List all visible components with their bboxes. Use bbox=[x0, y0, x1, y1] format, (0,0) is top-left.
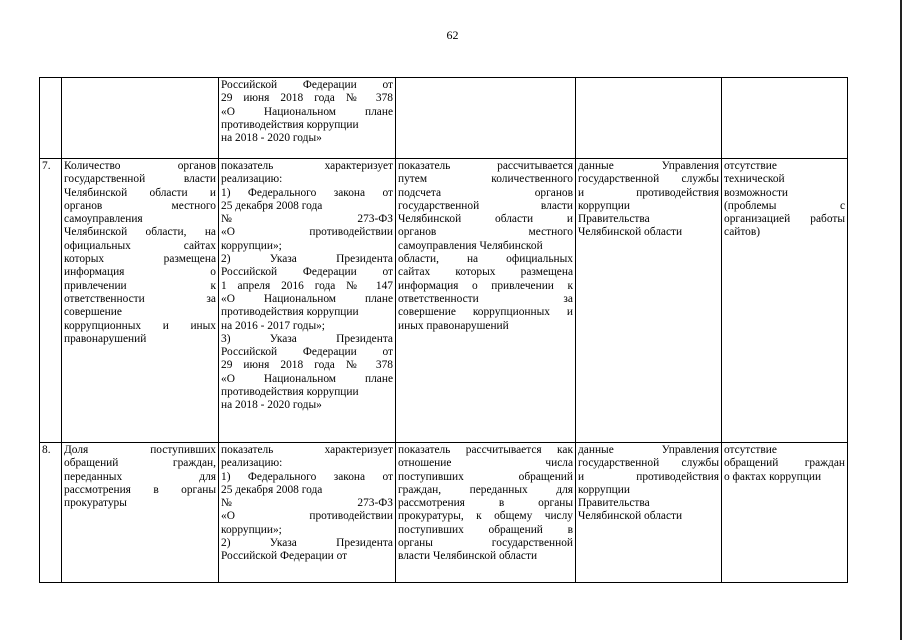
cell-text-line: данные Управления bbox=[578, 160, 719, 172]
table-row bbox=[40, 78, 848, 159]
table-row bbox=[40, 443, 848, 583]
calculation-method-cell bbox=[396, 159, 576, 443]
cell-text-line: на 2016 - 2017 годы»; bbox=[221, 319, 325, 332]
cell-text-line: «О противодействии bbox=[221, 226, 393, 239]
cell-text-line: совершение bbox=[64, 306, 122, 319]
cell-text-line: № 273-ФЗ bbox=[221, 213, 393, 226]
cell-text-line: 1 апреля 2016 года № 147 bbox=[221, 279, 393, 292]
cell-text-line: Челябинской области, на bbox=[64, 226, 216, 239]
cell-text-line: «О Национальном плане bbox=[221, 372, 393, 385]
risk-cell bbox=[722, 159, 848, 443]
cell-text-line: прокуратуры bbox=[64, 497, 127, 510]
page-edge-line bbox=[900, 0, 902, 640]
cell-text-line: на 2018 - 2020 годы» bbox=[221, 132, 322, 145]
cell-text-line: показатель рассчитывается bbox=[398, 160, 573, 172]
cell-text-line: коррупции»; bbox=[221, 523, 282, 536]
cell-text-line: технической bbox=[724, 173, 785, 186]
cell-text-line: информация о привлечении к bbox=[398, 279, 573, 292]
cell-text-line: коррупции bbox=[578, 199, 630, 212]
risk-cell bbox=[722, 78, 848, 159]
cell-text-line: государственной власти bbox=[398, 199, 573, 212]
page-number: 62 bbox=[446, 28, 459, 42]
cell-text-line: коррупции bbox=[578, 483, 630, 496]
legal-basis-cell bbox=[219, 78, 396, 159]
cell-text-line: правонарушений bbox=[64, 332, 147, 345]
cell-text-line: 3) Указа Президента bbox=[221, 332, 393, 345]
cell-text-line: официальных сайтах bbox=[64, 239, 216, 252]
cell-text-line: противодействия коррупции bbox=[221, 306, 359, 319]
cell-text-line: рассмотрения в органы bbox=[64, 483, 216, 496]
cell-text-line: Доля поступивших bbox=[64, 444, 216, 456]
cell-text-line: «О противодействии bbox=[221, 510, 393, 523]
cell-text-line: государственной службы bbox=[578, 457, 719, 470]
indicator-number-cell: 8. bbox=[40, 443, 62, 583]
cell-text-line: 1) Федерального закона от bbox=[221, 186, 393, 199]
cell-text-line: сайтах которых размещена bbox=[398, 266, 573, 279]
indicator-name-cell bbox=[62, 159, 219, 443]
cell-text-line: поступивших обращений bbox=[398, 470, 573, 483]
cell-text-line: противодействия коррупции bbox=[221, 386, 359, 399]
cell-text-line: переданных для bbox=[64, 470, 216, 483]
cell-text-line: привлечении к bbox=[64, 279, 216, 292]
cell-text-line: подсчета органов bbox=[398, 186, 573, 199]
cell-text-line: самоуправления Челябинской bbox=[398, 239, 543, 252]
cell-text-line: отсутствие bbox=[724, 160, 777, 172]
data-source-cell bbox=[576, 78, 722, 159]
cell-text-line: государственной службы bbox=[578, 173, 719, 186]
cell-text-line: «О Национальном плане bbox=[221, 292, 393, 305]
data-source-cell bbox=[576, 443, 722, 583]
indicators-table bbox=[39, 77, 848, 583]
cell-text-line: противодействия коррупции bbox=[221, 118, 359, 131]
cell-text-line: 1) Федерального закона от bbox=[221, 470, 393, 483]
cell-text-line: которых размещена bbox=[64, 253, 216, 266]
cell-text-line: области, на официальных bbox=[398, 253, 573, 266]
cell-text-line: показатель характеризует bbox=[221, 160, 393, 172]
cell-text-line: Количество органов bbox=[64, 160, 216, 172]
cell-text-line: показатель характеризует bbox=[221, 444, 393, 456]
cell-text-line: Российской Федерации от bbox=[221, 346, 393, 359]
cell-text-line: 29 июня 2018 года № 378 bbox=[221, 92, 393, 105]
cell-text-line: сайтов) bbox=[724, 226, 761, 239]
risk-cell bbox=[722, 443, 848, 583]
cell-text-line: Челябинской области и bbox=[64, 186, 216, 199]
table-row bbox=[40, 159, 848, 443]
cell-text-line: органы государственной bbox=[398, 537, 573, 550]
cell-text-line: о фактах коррупции bbox=[724, 470, 822, 483]
cell-text-line: и противодействия bbox=[578, 470, 719, 483]
cell-text-line: 29 июня 2018 года № 378 bbox=[221, 359, 393, 372]
cell-text-line: Правительства bbox=[578, 497, 650, 510]
legal-basis-cell bbox=[219, 443, 396, 583]
cell-text-line: обращений граждан, bbox=[64, 457, 216, 470]
cell-text-line: ответственности за bbox=[64, 292, 216, 305]
cell-text-line: на 2018 - 2020 годы» bbox=[221, 399, 322, 412]
cell-text-line: реализацию: bbox=[221, 457, 283, 470]
cell-text-line: рассмотрения в органы bbox=[398, 497, 573, 510]
cell-text-line: Челябинской области и bbox=[398, 213, 573, 226]
cell-text-line: № 273-ФЗ bbox=[221, 497, 393, 510]
cell-text-line: поступивших обращений в bbox=[398, 523, 573, 536]
indicator-number-cell bbox=[40, 78, 62, 159]
cell-text-line: Правительства bbox=[578, 213, 650, 226]
cell-text-line: коррупционных и иных bbox=[64, 319, 216, 332]
cell-text-line: иных правонарушений bbox=[398, 319, 509, 332]
cell-text-line: ответственности за bbox=[398, 292, 573, 305]
cell-text-line: Челябинской области bbox=[578, 510, 683, 523]
cell-text-line: и противодействия bbox=[578, 186, 719, 199]
cell-text-line: 25 декабря 2008 года bbox=[221, 483, 323, 496]
cell-text-line: 2) Указа Президента bbox=[221, 253, 393, 266]
cell-text-line: реализацию: bbox=[221, 173, 283, 186]
cell-text-line: коррупции»; bbox=[221, 239, 282, 252]
cell-text-line: прокуратуры, к общему числу bbox=[398, 510, 573, 523]
calculation-method-cell bbox=[396, 78, 576, 159]
legal-basis-cell bbox=[219, 159, 396, 443]
cell-text-line: органов местного bbox=[64, 199, 216, 212]
cell-text-line: обращений граждан bbox=[724, 457, 845, 470]
cell-text-line: возможности bbox=[724, 186, 789, 199]
cell-text-line: «О Национальном плане bbox=[221, 105, 393, 118]
indicator-name-cell bbox=[62, 443, 219, 583]
cell-text-line: Российской Федерации от bbox=[221, 266, 393, 279]
cell-text-line: путем количественного bbox=[398, 173, 573, 186]
cell-text-line: информация о bbox=[64, 266, 216, 279]
cell-text-line: отношение числа bbox=[398, 457, 573, 470]
cell-text-line: данные Управления bbox=[578, 444, 719, 456]
cell-text-line: показатель рассчитывается как bbox=[398, 444, 573, 456]
cell-text-line: 2) Указа Президента bbox=[221, 537, 393, 550]
cell-text-line: государственной власти bbox=[64, 173, 216, 186]
calculation-method-cell bbox=[396, 443, 576, 583]
cell-text-line: отсутствие bbox=[724, 444, 777, 456]
cell-text-line: граждан, переданных для bbox=[398, 483, 573, 496]
cell-text-line: самоуправления bbox=[64, 213, 143, 226]
cell-text-line: (проблемы с bbox=[724, 199, 845, 212]
cell-text-line: Российской Федерации от bbox=[221, 550, 348, 563]
indicator-number-cell: 7. bbox=[40, 159, 62, 443]
cell-text-line: совершение коррупционных и bbox=[398, 306, 573, 319]
cell-text-line: органов местного bbox=[398, 226, 573, 239]
cell-text-line: Челябинской области bbox=[578, 226, 683, 239]
cell-text-line: организацией работы bbox=[724, 213, 845, 226]
cell-text-line: власти Челябинской области bbox=[398, 550, 538, 563]
indicator-name-cell bbox=[62, 78, 219, 159]
cell-text-line: 25 декабря 2008 года bbox=[221, 199, 323, 212]
cell-text-line: Российской Федерации от bbox=[221, 79, 393, 91]
data-source-cell bbox=[576, 159, 722, 443]
